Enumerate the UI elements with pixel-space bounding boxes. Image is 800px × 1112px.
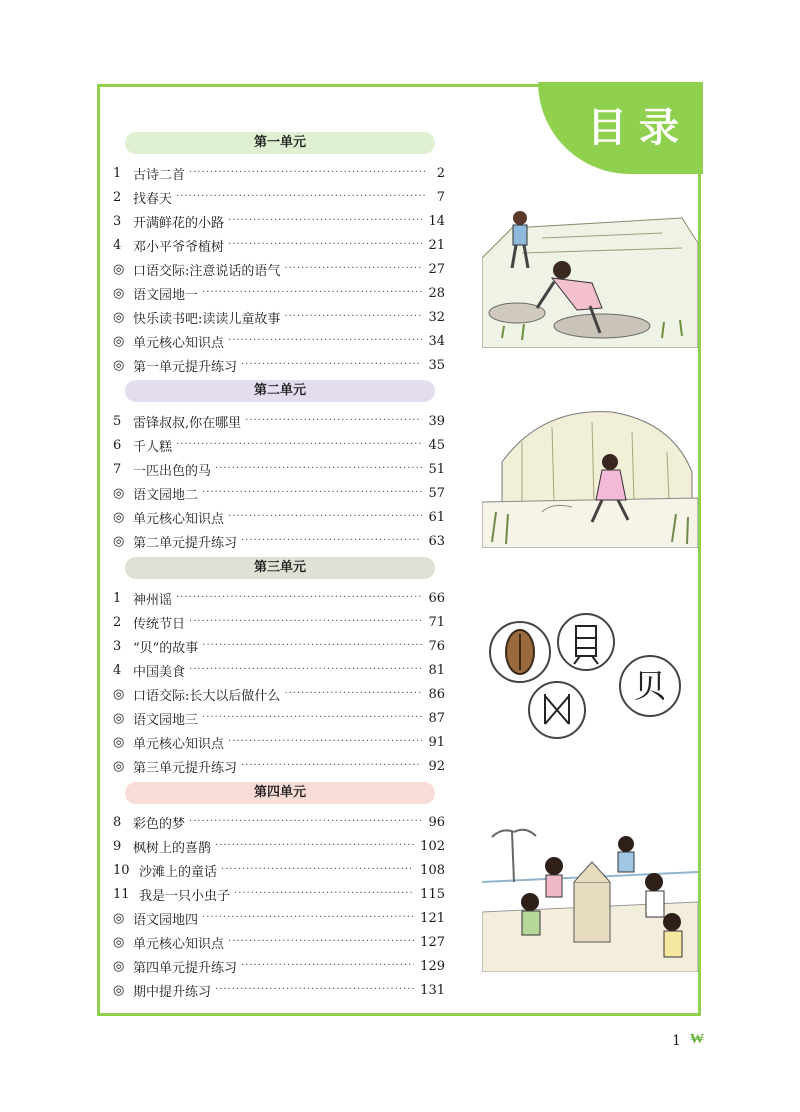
entry-page: 35 <box>428 357 445 373</box>
toc-entry[interactable] <box>113 411 445 431</box>
leader-dots <box>202 711 422 725</box>
entry-title: 枫树上的喜鹊 <box>133 840 212 856</box>
leader-dots <box>189 615 422 629</box>
entry-page: 131 <box>420 982 445 998</box>
toc-entry[interactable] <box>113 756 445 776</box>
entry-title: 第四单元提升练习 <box>133 960 238 976</box>
toc-entry[interactable] <box>113 980 445 1000</box>
entry-number: ◎ <box>113 982 125 998</box>
leader-dots <box>241 759 422 773</box>
leader-dots <box>284 687 422 701</box>
entry-page: 39 <box>428 413 445 429</box>
toc-entry[interactable] <box>113 483 445 503</box>
unit-3-header: 第三单元 <box>125 557 435 579</box>
entry-number: 11 <box>113 886 130 902</box>
entry-page: 27 <box>428 261 445 277</box>
toc-entry[interactable] <box>113 435 445 455</box>
unit-2-header: 第二单元 <box>125 380 435 402</box>
entry-page: 21 <box>428 237 445 253</box>
leader-dots <box>176 591 422 605</box>
entry-page: 57 <box>428 485 445 501</box>
entry-title: 传统节日 <box>133 616 186 632</box>
entry-title: 口语交际:注意说话的语气 <box>133 263 281 279</box>
toc-entry[interactable] <box>113 163 445 183</box>
toc-entry[interactable] <box>113 211 445 231</box>
entry-page: 14 <box>428 213 445 229</box>
entry-number: ◎ <box>113 958 125 974</box>
leader-dots <box>284 310 422 324</box>
toc-entry[interactable] <box>113 531 445 551</box>
entry-title: 口语交际:长大以后做什么 <box>133 688 281 704</box>
entry-page: 76 <box>428 638 445 654</box>
entry-page: 91 <box>428 734 445 750</box>
entry-number: 10 <box>113 862 130 878</box>
entry-number: ◎ <box>113 261 125 277</box>
entry-page: 87 <box>428 710 445 726</box>
entry-number: 1 <box>113 590 122 606</box>
entry-number: ◎ <box>113 533 125 549</box>
page-title: 目录 <box>587 105 691 151</box>
entry-title: 语文园地三 <box>133 712 199 728</box>
toc-entry[interactable] <box>113 588 445 608</box>
toc-entry[interactable] <box>113 259 445 279</box>
toc-entry[interactable] <box>113 932 445 952</box>
entry-number: ◎ <box>113 934 125 950</box>
entry-page: 102 <box>420 838 445 854</box>
entry-title: 语文园地二 <box>133 487 199 503</box>
entry-title: 神州谣 <box>133 592 173 608</box>
leader-dots <box>241 534 422 548</box>
toc-entry[interactable] <box>113 884 445 904</box>
entry-number: ◎ <box>113 285 125 301</box>
entry-number: 7 <box>113 461 122 477</box>
toc-entry[interactable] <box>113 708 445 728</box>
entry-title: 沙滩上的童话 <box>139 864 218 880</box>
entry-title: 找春天 <box>133 191 173 207</box>
toc-entry[interactable] <box>113 355 445 375</box>
leader-dots <box>189 815 422 829</box>
leader-dots <box>228 334 422 348</box>
leader-dots <box>215 983 414 997</box>
toc-entry[interactable] <box>113 187 445 207</box>
toc-entry[interactable] <box>113 812 445 832</box>
entry-number: ◎ <box>113 710 125 726</box>
toc-entry[interactable] <box>113 732 445 752</box>
toc-entry[interactable] <box>113 908 445 928</box>
entry-page: 2 <box>436 165 445 181</box>
leader-dots <box>189 663 422 677</box>
leader-dots <box>245 414 422 428</box>
unit-1-header: 第一单元 <box>125 132 435 154</box>
toc-entry[interactable] <box>113 956 445 976</box>
entry-page: 32 <box>428 309 445 325</box>
entry-title: 雷锋叔叔,你在哪里 <box>133 415 242 431</box>
entry-page: 86 <box>428 686 445 702</box>
leader-dots <box>228 735 422 749</box>
leader-dots <box>284 262 422 276</box>
toc-entry[interactable] <box>113 660 445 680</box>
unit-4-header: 第四单元 <box>125 782 435 804</box>
leader-dots <box>221 863 414 877</box>
leader-dots <box>241 358 422 372</box>
entry-title: 语文园地四 <box>133 912 199 928</box>
entry-number: 8 <box>113 814 122 830</box>
toc-entry[interactable] <box>113 684 445 704</box>
entry-page: 63 <box>428 533 445 549</box>
entry-title: 一匹出色的马 <box>133 463 212 479</box>
entry-number: 2 <box>113 189 122 205</box>
entry-number: 1 <box>113 165 122 181</box>
leader-dots <box>189 166 425 180</box>
entry-number: 6 <box>113 437 122 453</box>
entry-title: 我是一只小虫子 <box>139 888 231 904</box>
leader-dots <box>234 887 414 901</box>
entry-title: 千人糕 <box>133 439 173 455</box>
entry-title: 快乐读书吧:读读儿童故事 <box>133 311 281 327</box>
entry-page: 61 <box>428 509 445 525</box>
entry-page: 45 <box>428 437 445 453</box>
entry-title: “贝”的故事 <box>133 640 199 656</box>
entry-title: 开满鲜花的小路 <box>133 215 225 231</box>
entry-number: ◎ <box>113 910 125 926</box>
entry-title: 单元核心知识点 <box>133 736 225 752</box>
leader-dots <box>228 214 422 228</box>
entry-page: 81 <box>428 662 445 678</box>
entry-title: 语文园地一 <box>133 287 199 303</box>
entry-page: 115 <box>420 886 445 902</box>
leader-dots <box>202 286 422 300</box>
entry-number: ◎ <box>113 509 125 525</box>
toc-entry[interactable] <box>113 836 445 856</box>
toc-entry[interactable] <box>113 283 445 303</box>
leader-dots <box>176 190 425 204</box>
entry-page: 71 <box>428 614 445 630</box>
leader-dots <box>228 935 414 949</box>
entry-title: 第二单元提升练习 <box>133 535 238 551</box>
bei-evolution-illustration <box>482 606 698 748</box>
toc-entry[interactable] <box>113 307 445 327</box>
leader-dots <box>241 959 414 973</box>
toc-entry[interactable] <box>113 331 445 351</box>
entry-page: 96 <box>428 814 445 830</box>
toc-entry[interactable] <box>113 860 445 880</box>
entry-page: 66 <box>428 590 445 606</box>
entry-page: 129 <box>420 958 445 974</box>
leader-dots <box>176 438 422 452</box>
entry-number: ◎ <box>113 333 125 349</box>
entry-page: 92 <box>428 758 445 774</box>
page-mark-icon: ₩ <box>690 1031 704 1047</box>
entry-page: 34 <box>428 333 445 349</box>
toc-entry[interactable] <box>113 636 445 656</box>
entry-page: 108 <box>420 862 445 878</box>
entry-title: 期中提升练习 <box>133 984 212 1000</box>
willow-girl-illustration <box>482 402 698 548</box>
entry-number: ◎ <box>113 686 125 702</box>
entry-title: 邓小平爷爷植树 <box>133 239 225 255</box>
entry-number: ◎ <box>113 734 125 750</box>
beach-children-illustration <box>482 822 698 972</box>
entry-number: 3 <box>113 638 122 654</box>
entry-title: 单元核心知识点 <box>133 511 225 527</box>
entry-number: 2 <box>113 614 122 630</box>
leader-dots <box>202 911 414 925</box>
toc-entry[interactable] <box>113 235 445 255</box>
leader-dots <box>228 238 422 252</box>
leader-dots <box>202 639 422 653</box>
entry-title: 中国美食 <box>133 664 186 680</box>
entry-title: 古诗二首 <box>133 167 186 183</box>
entry-number: ◎ <box>113 309 125 325</box>
entry-number: ◎ <box>113 485 125 501</box>
entry-title: 彩色的梦 <box>133 816 186 832</box>
entry-page: 127 <box>420 934 445 950</box>
entry-page: 51 <box>428 461 445 477</box>
entry-number: 4 <box>113 237 122 253</box>
bei-glyph: 贝 <box>633 667 667 705</box>
toc-entry[interactable] <box>113 459 445 479</box>
entry-number: ◎ <box>113 758 125 774</box>
entry-number: 9 <box>113 838 122 854</box>
leader-dots <box>215 462 422 476</box>
entry-title: 单元核心知识点 <box>133 335 225 351</box>
entry-number: 5 <box>113 413 122 429</box>
page-number: 1 <box>672 1033 681 1049</box>
children-field-illustration <box>482 198 698 348</box>
leader-dots <box>202 486 422 500</box>
leader-dots <box>215 839 414 853</box>
toc-entry[interactable] <box>113 507 445 527</box>
entry-number: ◎ <box>113 357 125 373</box>
entry-number: 3 <box>113 213 122 229</box>
entry-title: 第三单元提升练习 <box>133 760 238 776</box>
leader-dots <box>228 510 422 524</box>
entry-page: 121 <box>420 910 445 926</box>
entry-title: 第一单元提升练习 <box>133 359 238 375</box>
entry-title: 单元核心知识点 <box>133 936 225 952</box>
entry-page: 7 <box>436 189 445 205</box>
toc-entry[interactable] <box>113 612 445 632</box>
entry-number: 4 <box>113 662 122 678</box>
entry-page: 28 <box>428 285 445 301</box>
